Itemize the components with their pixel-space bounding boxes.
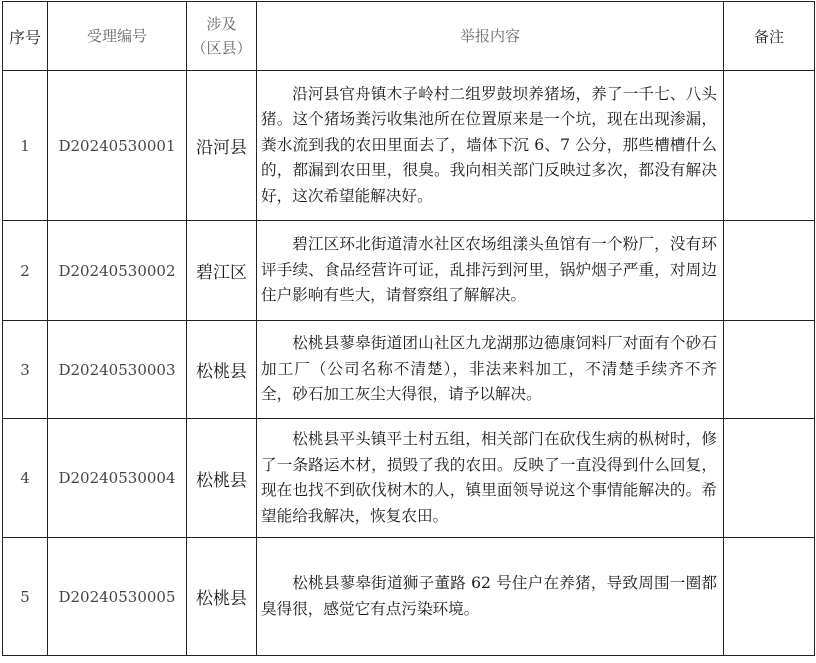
row-content xyxy=(257,221,724,321)
row-county: 碧江区 xyxy=(187,221,257,321)
row-seq: 4 xyxy=(3,419,48,538)
header-content: 举报内容 xyxy=(257,2,724,71)
header-seq: 序号 xyxy=(3,2,48,71)
row-note xyxy=(724,419,815,538)
row-county: 松桃县 xyxy=(187,321,257,419)
table-row xyxy=(3,321,815,419)
header-id: 受理编号 xyxy=(48,2,187,71)
row-content xyxy=(257,538,724,656)
table-row xyxy=(3,221,815,321)
row-county: 沿河县 xyxy=(187,71,257,221)
row-note xyxy=(724,321,815,419)
row-content-text: 松桃县蓼皋街道狮子董路 62 号住户在养猪，导致周围一圈都臭得很，感觉它有点污染环境。 xyxy=(261,574,717,618)
row-id: D20240530002 xyxy=(48,221,187,321)
row-content-text: 碧江区环北街道清水社区农场组漾头鱼馆有一个粉厂，没有环评手续、食品经营许可证，乱排污到河里，锅炉烟子严重，对周边住户影响有些大，请督察组了解解决。 xyxy=(261,235,717,305)
header-county: 涉及 （区县） xyxy=(187,2,257,71)
row-content xyxy=(257,71,724,221)
row-id: D20240530005 xyxy=(48,538,187,656)
row-county: 松桃县 xyxy=(187,419,257,538)
row-id: D20240530003 xyxy=(48,321,187,419)
row-seq: 3 xyxy=(3,321,48,419)
row-content-text: 沿河县官舟镇木子岭村二组罗鼓坝养猪场，养了一千七、八头猪。这个猪场粪污收集池所在位置原来是一个坑，现在出现渗漏，粪水流到我的农田里面去了，墙体下沉 6、7 公分，那些槽槽什么的，都漏到农田里，很臭。我向相关部门反映过多次，都没有解决好，这次希望能解决好。 xyxy=(261,84,717,205)
row-content xyxy=(257,419,724,538)
row-content-text: 松桃县蓼皋街道团山社区九龙湖那边德康饲料厂对面有个砂石加工厂（公司名称不清楚），非法来料加工，不清楚手续齐不齐全，砂石加工灰尘大得很，请予以解决。 xyxy=(261,334,717,404)
table-row xyxy=(3,71,815,221)
table-row xyxy=(3,419,815,538)
header-row xyxy=(3,2,815,71)
complaint-table xyxy=(2,1,815,656)
row-seq: 5 xyxy=(3,538,48,656)
row-content-text: 松桃县平头镇平土村五组，相关部门在砍伐生病的枞树时，修了一条路运木材，损毁了我的农田。反映了一直没得到什么回复，现在也找不到砍伐树木的人，镇里面领导说这个事情能解决的。希望能给我解决，恢复农田。 xyxy=(261,430,717,525)
row-seq: 1 xyxy=(3,71,48,221)
row-note xyxy=(724,221,815,321)
row-note xyxy=(724,71,815,221)
table-row xyxy=(3,538,815,656)
row-county: 松桃县 xyxy=(187,538,257,656)
row-content xyxy=(257,321,724,419)
header-note: 备注 xyxy=(724,2,815,71)
row-id: D20240530001 xyxy=(48,71,187,221)
row-id: D20240530004 xyxy=(48,419,187,538)
row-note xyxy=(724,538,815,656)
row-seq: 2 xyxy=(3,221,48,321)
